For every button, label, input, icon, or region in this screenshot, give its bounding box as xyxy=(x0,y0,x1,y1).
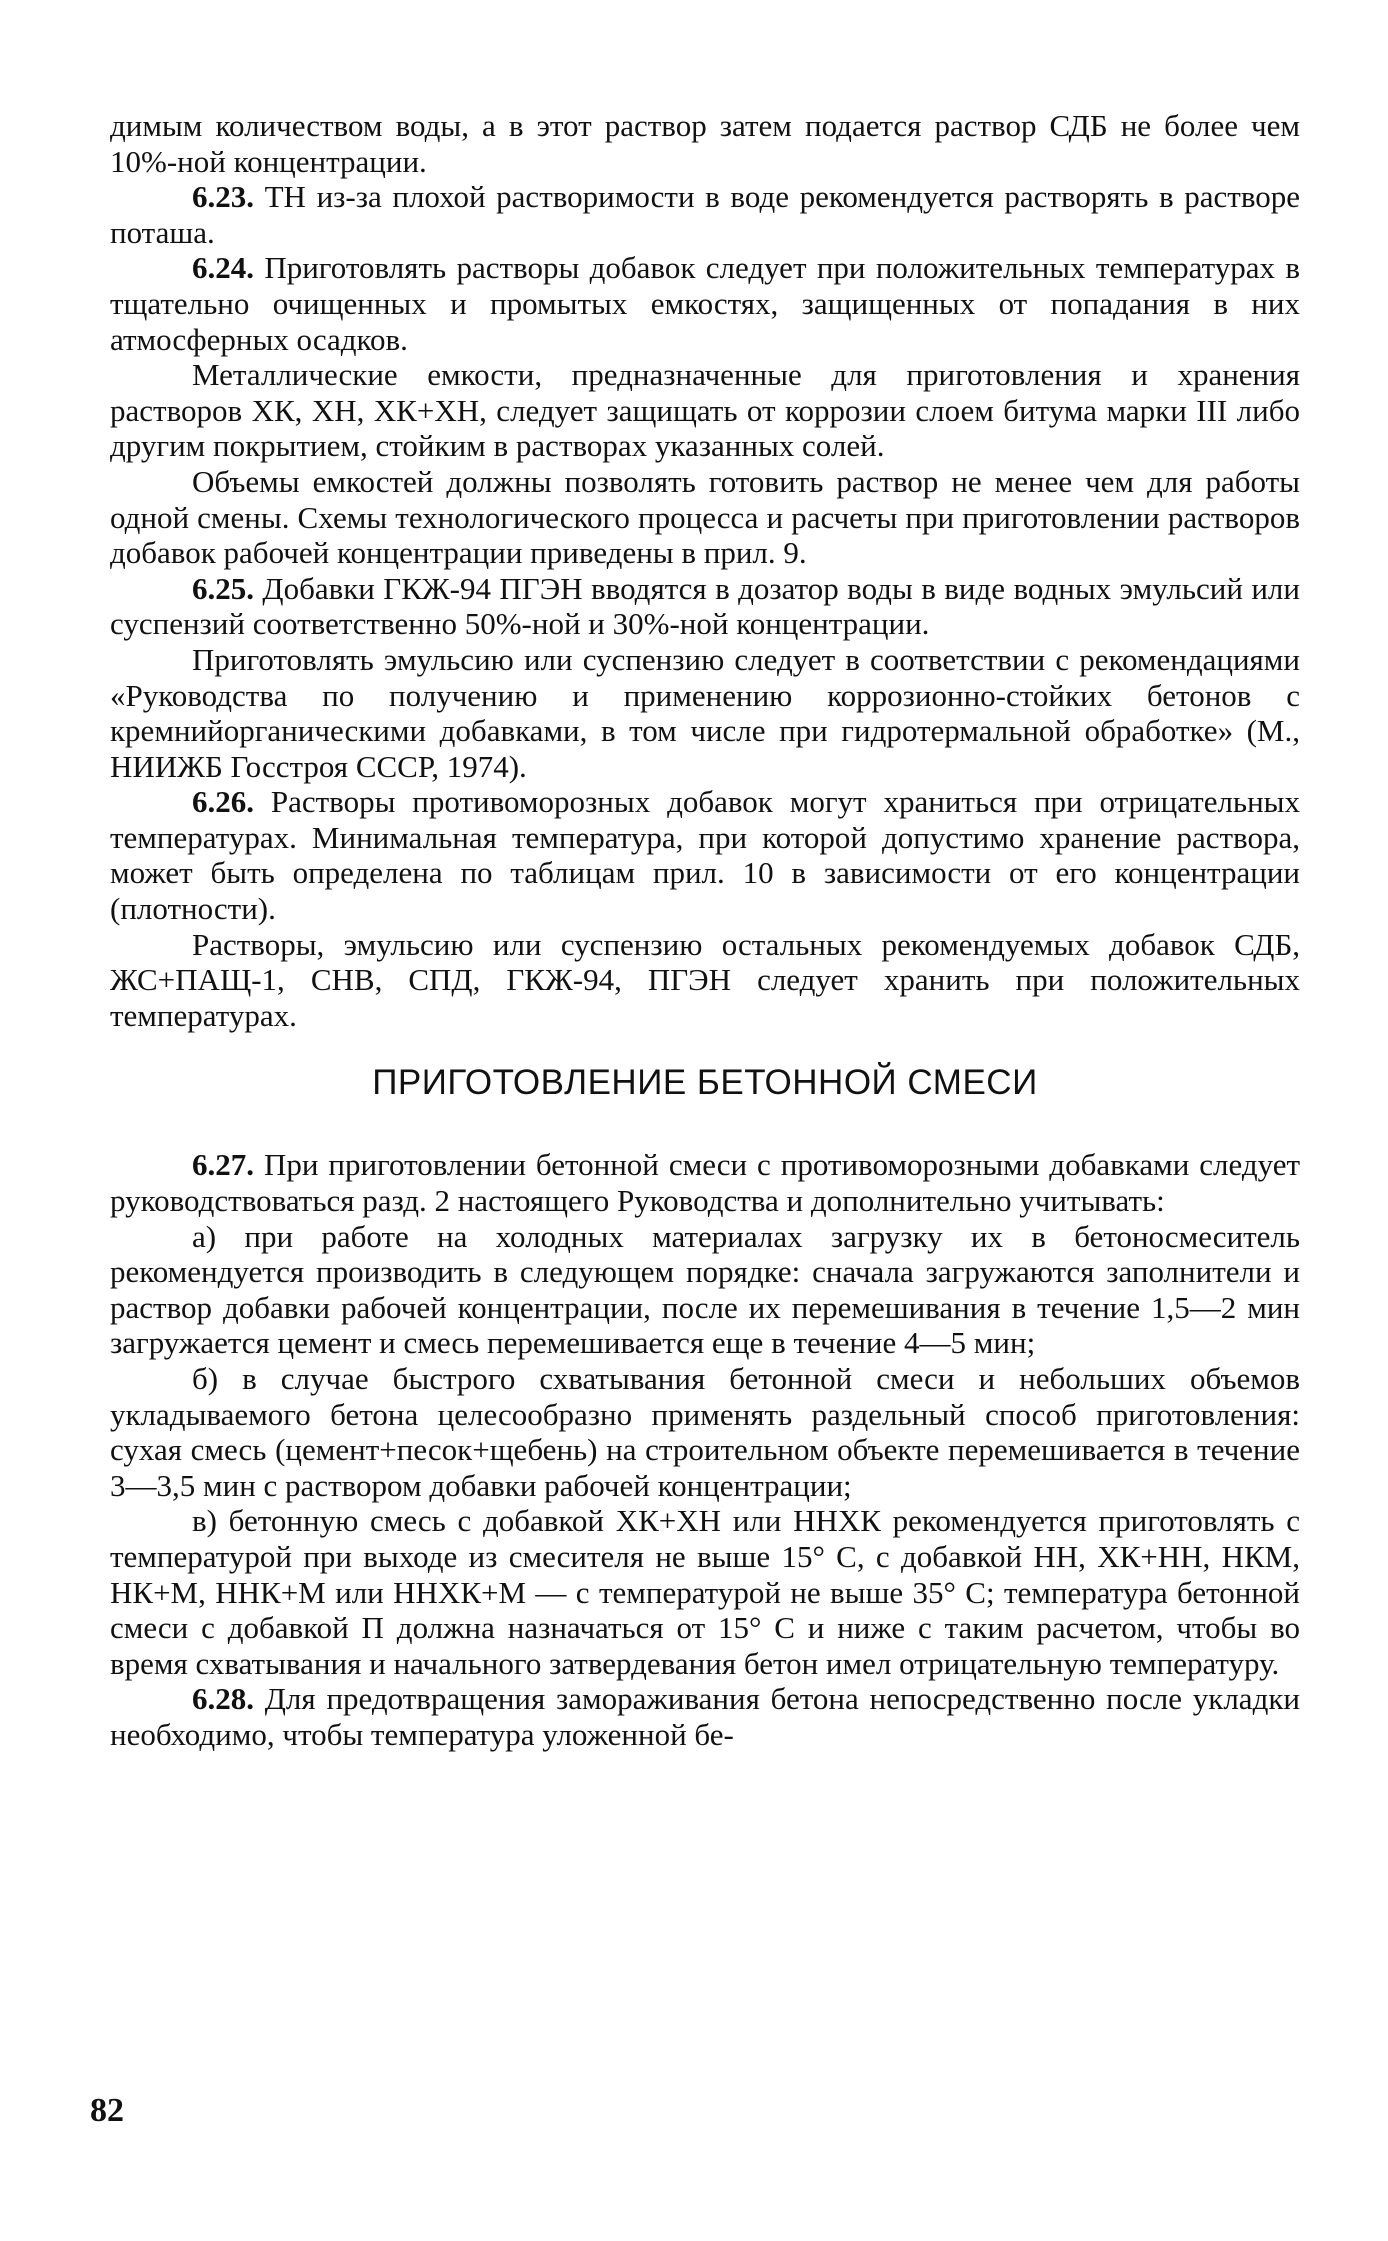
page-number: 82 xyxy=(90,2092,124,2129)
section-number-6-26: 6.26. xyxy=(192,784,254,820)
paragraph-6-23 xyxy=(110,179,1300,250)
paragraph-6-28-text: Для предотвращения замораживания бетона непосредственно после укладки необходимо, чтобы температура уложенной бе- xyxy=(110,1681,1300,1752)
section-number-6-25: 6.25. xyxy=(192,570,254,606)
list-item-b: б) в случае быстрого схватывания бетонной смеси и небольших объемов укладываемого бетона целесообразно применять раздельный способ приготовления: сухая смесь (цемент+песок+щебень) на строительном объекте перемешивается в течение 3—3,5 мин с раствором добавки рабочей концентрации; xyxy=(110,1361,1300,1503)
paragraph-metal-tanks: Металлические емкости, предназначенные для приготовления и хранения растворов ХК, ХН, ХК+ХН, следует защищать от коррозии слоем битума марки III либо другим покрытием, стойким в растворах указанных солей. xyxy=(110,357,1300,464)
paragraph-emulsion-preparation: Приготовлять эмульсию или суспензию следует в соответствии с рекомендациями «Руководства по получению и применению коррозионно-стойких бетонов с кремнийорганическими добавками, в том числе при гидротермальной обработке» (М., НИИЖБ Госстроя СССР, 1974). xyxy=(110,641,1300,784)
paragraph-6-25 xyxy=(110,571,1300,642)
paragraph-tank-volumes: Объемы емкостей должны позволять готовить раствор не менее чем для работы одной смены. Схемы технологического процесса и расчеты при приготовлении растворов добавок рабочей концентрации приведены в прил. 9. xyxy=(110,463,1300,571)
paragraph-storage-other-additives: Растворы, эмульсию или суспензию остальных рекомендуемых добавок СДБ, ЖС+ПАЩ-1, СНВ, СПД, ГКЖ-94, ПГЭН следует хранить при положительных температурах. xyxy=(110,926,1300,1033)
paragraph-6-24 xyxy=(110,250,1300,357)
page-body xyxy=(110,108,1300,1753)
section-number-6-28: 6.28. xyxy=(192,1681,254,1717)
paragraph-6-27 xyxy=(110,1147,1300,1218)
paragraph-6-28 xyxy=(110,1681,1300,1752)
paragraph-6-26 xyxy=(110,784,1300,926)
paragraph-6-23-text: ТН из-за плохой растворимости в воде рекомендуется растворять в растворе поташа. xyxy=(110,179,1300,250)
section-heading: ПРИГОТОВЛЕНИЕ БЕТОННОЙ СМЕСИ xyxy=(372,1063,1038,1103)
list-item-v: в) бетонную смесь с добавкой ХК+ХН или ННХК рекомендуется приготовлять с температурой при выходе из смесителя не выше 15° С, с добавкой НН, ХК+НН, НКМ, НК+М, ННК+М или ННХК+М — с температурой не выше 35° С; температура бетонной смеси с добавкой П должна назначаться от 15° С и ниже с таким расчетом, чтобы во время схватывания и начального затвердевания бетон имел отрицательную температуру. xyxy=(110,1503,1300,1681)
section-number-6-24: 6.24. xyxy=(192,250,254,286)
paragraph-6-26-text: Растворы противоморозных добавок могут храниться при отрицательных температурах. Минимальная температура, при которой допустимо хранение раствора, может быть определена по таблицам прил. 10 в зависимости от его концентрации (плотности). xyxy=(110,784,1300,927)
paragraph-continuation: димым количеством воды, а в этот раствор затем подается раствор СДБ не более чем 10%-ной концентрации. xyxy=(110,108,1300,179)
paragraph-6-24-text: Приготовлять растворы добавок следует при положительных температурах в тщательно очищенных и промытых емкостях, защищенных от попадания в них атмосферных осадков. xyxy=(110,250,1300,357)
section-number-6-27: 6.27. xyxy=(192,1147,254,1183)
section-number-6-23: 6.23. xyxy=(192,179,254,215)
paragraph-6-25-text: Добавки ГКЖ-94 ПГЭН вводятся в дозатор воды в виде водных эмульсий или суспензий соответственно 50%-ной и 30%-ной концентрации. xyxy=(110,570,1300,642)
paragraph-6-27-text: При приготовлении бетонной смеси с противоморозными добавками следует руководствоваться разд. 2 настоящего Руководства и дополнительно учитывать: xyxy=(110,1147,1300,1219)
list-item-a: а) при работе на холодных материалах загрузку их в бетоносмеситель рекомендуется производить в следующем порядке: сначала загружаются заполнители и раствор добавки рабочей концентрации, после их перемешивания в течение 1,5—2 мин загружается цемент и смесь перемешивается еще в течение 4—5 мин; xyxy=(110,1218,1300,1361)
